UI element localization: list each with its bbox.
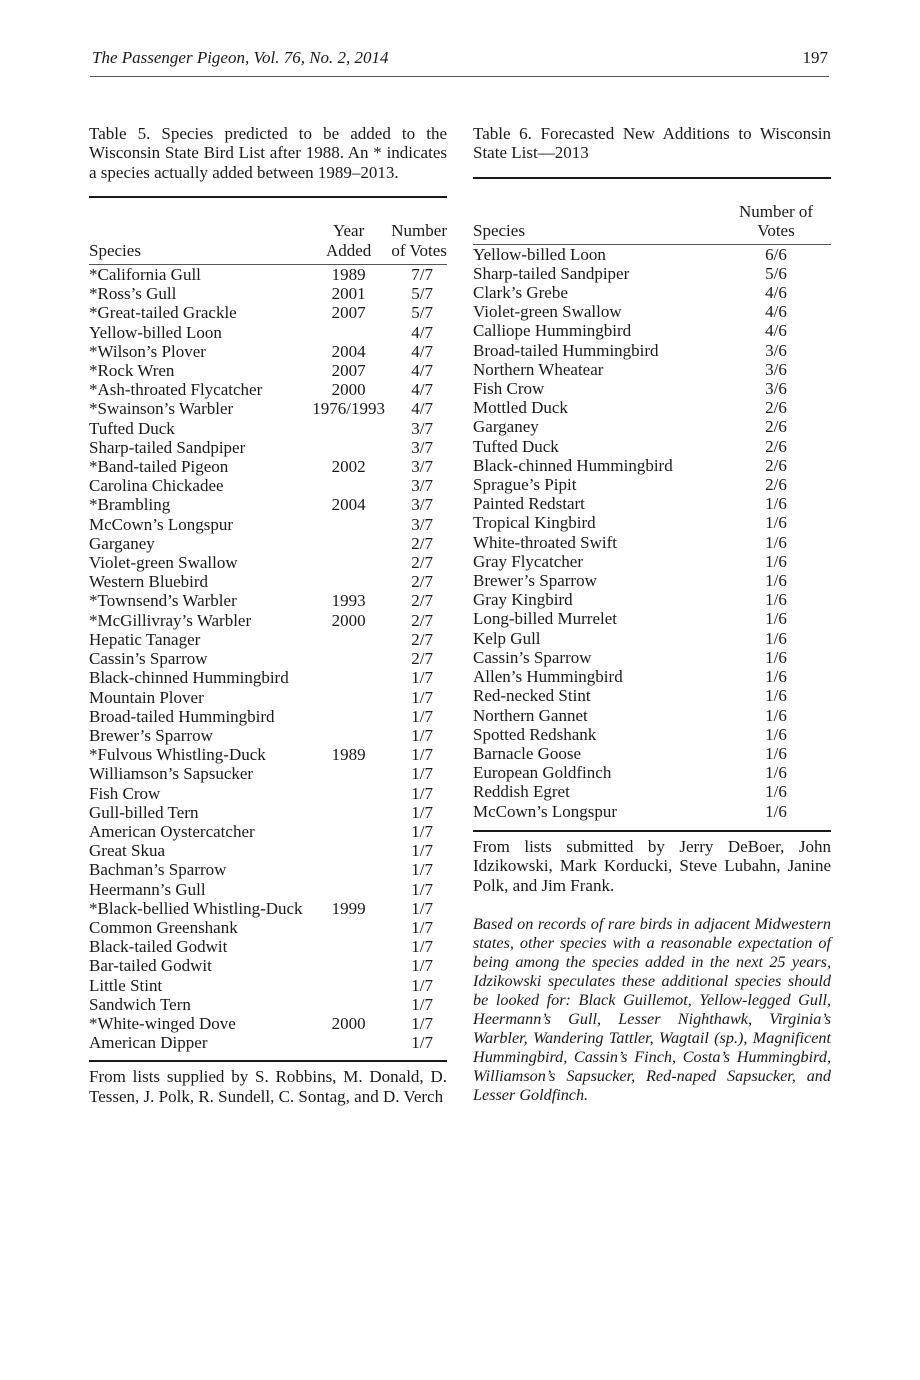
votes-cell: 4/6	[765, 321, 787, 341]
votes-cell: 1/7	[411, 783, 433, 803]
table-row	[89, 342, 447, 361]
species-cell: Heermann’s Gull	[89, 879, 206, 899]
table5-col-year-line2: Added	[325, 240, 372, 260]
table-row	[473, 744, 831, 763]
species-cell: *Great-tailed Grackle	[89, 303, 237, 323]
table-row	[473, 245, 831, 264]
votes-cell: 2/7	[411, 572, 433, 592]
table-row	[89, 707, 447, 726]
table-row	[473, 341, 831, 360]
table-row	[89, 457, 447, 476]
votes-cell: 1/7	[411, 764, 433, 784]
table-row	[89, 611, 447, 630]
votes-cell: 2/6	[765, 436, 787, 456]
table-row	[89, 438, 447, 457]
species-cell: Brewer’s Sparrow	[473, 571, 597, 591]
year-cell: 2000	[331, 380, 366, 400]
journal-header: The Passenger Pigeon, Vol. 76, No. 2, 2014	[92, 48, 389, 67]
table5-section	[89, 124, 447, 1107]
table-row	[89, 303, 447, 322]
year-cell	[310, 956, 387, 975]
species-cell: Reddish Egret	[473, 782, 570, 802]
species-cell: Mountain Plover	[89, 687, 204, 707]
votes-cell: 6/6	[765, 244, 787, 264]
species-cell: Red-necked Stint	[473, 686, 591, 706]
votes-cell: 1/7	[411, 706, 433, 726]
species-cell: Williamson’s Sapsucker	[89, 764, 254, 784]
votes-cell: 1/7	[411, 860, 433, 880]
species-cell: Broad-tailed Hummingbird	[89, 706, 275, 726]
year-cell	[310, 841, 387, 860]
table-row	[89, 995, 447, 1014]
species-cell: Garganey	[473, 417, 539, 437]
species-cell: *Wilson’s Plover	[89, 341, 206, 361]
votes-cell: 1/7	[411, 745, 433, 765]
species-cell: Clark’s Grebe	[473, 283, 568, 303]
year-cell	[310, 860, 387, 879]
votes-cell: 3/6	[765, 359, 787, 379]
year-cell: 1989	[331, 265, 366, 285]
year-cell	[310, 707, 387, 726]
table5-col-year	[310, 221, 387, 260]
table-row	[89, 803, 447, 822]
species-cell: *McGillivray’s Warbler	[89, 610, 252, 630]
votes-cell: 1/6	[765, 513, 787, 533]
table6-note: Based on records of rare birds in adjacent Midwestern states, other species with a reasonable expectation of being among the species added in the next 25 years, Idzikowski speculates these additional species should be looked for: Black Guillemot, Yellow-legged Gull, Heermann’s Gull, Lesser Nighthawk, Virginia’s Warbler, Wandering Tattler, Wagtail (sp.), Magnificent Hummingbird, Cassin’s Finch, Costa’s Hummingbird, Williamson’s Sapsucker, Red-naped Sapsucker, and Lesser Goldfinch.	[473, 914, 831, 1105]
votes-cell: 5/7	[411, 284, 433, 304]
votes-cell: 1/7	[411, 975, 433, 995]
votes-cell: 7/7	[411, 265, 433, 285]
table5-col-votes-line2: of Votes	[391, 240, 447, 260]
year-cell	[310, 764, 387, 783]
table5-body	[89, 265, 447, 1052]
table6-col-votes-line2: Votes	[757, 221, 795, 241]
species-cell: *Ash-throated Flycatcher	[89, 380, 263, 400]
table-row	[89, 784, 447, 803]
year-cell	[310, 803, 387, 822]
species-cell: Brewer’s Sparrow	[89, 725, 213, 745]
votes-cell: 1/6	[765, 667, 787, 687]
table-row	[473, 571, 831, 590]
year-cell	[310, 822, 387, 841]
page-number: 197	[802, 48, 828, 67]
table-row	[89, 899, 447, 918]
species-cell: Fish Crow	[473, 379, 545, 399]
table-row	[89, 265, 447, 284]
table6-top-rule	[473, 177, 831, 179]
table-row	[473, 283, 831, 302]
year-cell: 2001	[331, 284, 366, 304]
table-row	[89, 572, 447, 591]
species-cell: Gray Kingbird	[473, 590, 573, 610]
species-cell: Gull-billed Tern	[89, 802, 199, 822]
table-row	[89, 764, 447, 783]
votes-cell: 3/7	[411, 457, 433, 477]
species-cell: Northern Gannet	[473, 705, 588, 725]
species-cell: *Fulvous Whistling-Duck	[89, 745, 266, 765]
table-row	[473, 321, 831, 340]
year-cell: 2004	[331, 495, 366, 515]
votes-cell: 1/6	[765, 782, 787, 802]
table-row	[89, 534, 447, 553]
votes-cell: 3/7	[411, 437, 433, 457]
species-cell: McCown’s Longspur	[89, 514, 234, 534]
votes-cell: 1/6	[765, 628, 787, 648]
species-cell: *Band-tailed Pigeon	[89, 457, 229, 477]
table-row	[473, 513, 831, 532]
species-cell: Sharp-tailed Sandpiper	[89, 437, 246, 457]
table-row	[473, 763, 831, 782]
table-row	[473, 360, 831, 379]
table-row	[89, 976, 447, 995]
year-cell: 1989	[331, 745, 366, 765]
votes-cell: 1/7	[411, 687, 433, 707]
table-row	[473, 782, 831, 801]
votes-cell: 4/6	[765, 302, 787, 322]
table6-source: From lists submitted by Jerry DeBoer, John Idzikowski, Mark Korducki, Steve Lubahn, Janine Polk, and Jim Frank.	[473, 836, 831, 895]
table-row	[473, 706, 831, 725]
votes-cell: 2/6	[765, 475, 787, 495]
species-cell: American Oystercatcher	[89, 821, 255, 841]
votes-cell: 2/7	[411, 533, 433, 553]
table5-col-votes-line1: Number	[391, 221, 447, 241]
votes-cell: 4/7	[411, 380, 433, 400]
table6-caption: Table 6. Forecasted New Additions to Wisconsin State List—2013	[473, 124, 831, 163]
species-cell: Cassin’s Sparrow	[473, 647, 592, 667]
year-cell	[310, 784, 387, 803]
votes-cell: 5/7	[411, 303, 433, 323]
table-row	[89, 515, 447, 534]
table-row	[89, 361, 447, 380]
table-row	[473, 667, 831, 686]
species-cell: Garganey	[89, 533, 155, 553]
table5	[89, 221, 447, 1052]
year-cell	[310, 630, 387, 649]
species-cell: Sprague’s Pipit	[473, 475, 577, 495]
year-cell: 2000	[331, 1013, 366, 1033]
votes-cell: 1/7	[411, 956, 433, 976]
votes-cell: 1/6	[765, 532, 787, 552]
species-cell: Hepatic Tanager	[89, 629, 201, 649]
year-cell	[310, 937, 387, 956]
year-cell	[310, 880, 387, 899]
table6-header-row	[473, 202, 831, 241]
species-cell: Tropical Kingbird	[473, 513, 596, 533]
votes-cell: 4/6	[765, 283, 787, 303]
votes-cell: 1/7	[411, 937, 433, 957]
votes-cell: 1/6	[765, 571, 787, 591]
votes-cell: 2/7	[411, 591, 433, 611]
table-row	[89, 688, 447, 707]
year-cell	[310, 726, 387, 745]
table-row	[89, 630, 447, 649]
table5-col-species: Species	[89, 240, 141, 260]
table-row	[473, 417, 831, 436]
votes-cell: 4/7	[411, 361, 433, 381]
table-row	[89, 284, 447, 303]
year-cell	[310, 918, 387, 937]
year-cell: 1993	[331, 591, 366, 611]
table-row	[473, 648, 831, 667]
species-cell: Black-tailed Godwit	[89, 937, 228, 957]
votes-cell: 2/6	[765, 398, 787, 418]
table-row	[89, 668, 447, 687]
year-cell	[310, 688, 387, 707]
species-cell: *California Gull	[89, 265, 201, 285]
table-row	[89, 841, 447, 860]
table-row	[89, 726, 447, 745]
species-cell: *Townsend’s Warbler	[89, 591, 237, 611]
year-cell	[310, 668, 387, 687]
species-cell: Yellow-billed Loon	[89, 322, 222, 342]
votes-cell: 2/7	[411, 610, 433, 630]
species-cell: Broad-tailed Hummingbird	[473, 340, 659, 360]
table-row	[89, 399, 447, 418]
table-row	[89, 419, 447, 438]
table-row	[89, 937, 447, 956]
votes-cell: 1/6	[765, 590, 787, 610]
votes-cell: 2/7	[411, 629, 433, 649]
species-cell: *Black-bellied Whistling-Duck	[89, 898, 303, 918]
species-cell: Mottled Duck	[473, 398, 568, 418]
year-cell: 1999	[331, 898, 366, 918]
year-cell	[310, 976, 387, 995]
species-cell: *Brambling	[89, 495, 171, 515]
table-row	[473, 302, 831, 321]
year-cell: 2007	[331, 303, 366, 323]
species-cell: Painted Redstart	[473, 494, 585, 514]
species-cell: Violet-green Swallow	[473, 302, 622, 322]
votes-cell: 1/6	[765, 551, 787, 571]
species-cell: *Rock Wren	[89, 361, 175, 381]
table5-top-rule	[89, 196, 447, 198]
votes-cell: 1/7	[411, 725, 433, 745]
votes-cell: 1/7	[411, 821, 433, 841]
species-cell: Great Skua	[89, 841, 166, 861]
table-row	[89, 553, 447, 572]
species-cell: Bar-tailed Godwit	[89, 956, 212, 976]
species-cell: Long-billed Murrelet	[473, 609, 617, 629]
table-row	[89, 380, 447, 399]
table-row	[473, 629, 831, 648]
species-cell: Calliope Hummingbird	[473, 321, 632, 341]
species-cell: White-throated Swift	[473, 532, 617, 552]
table6-bottom-rule	[473, 830, 831, 832]
table-row	[473, 533, 831, 552]
votes-cell: 2/7	[411, 553, 433, 573]
table-row	[473, 398, 831, 417]
votes-cell: 3/7	[411, 495, 433, 515]
year-cell	[310, 995, 387, 1014]
species-cell: Carolina Chickadee	[89, 476, 224, 496]
species-cell: Bachman’s Sparrow	[89, 860, 227, 880]
votes-cell: 1/7	[411, 1033, 433, 1053]
species-cell: *White-winged Dove	[89, 1013, 236, 1033]
votes-cell: 1/6	[765, 609, 787, 629]
species-cell: Gray Flycatcher	[473, 551, 583, 571]
votes-cell: 1/7	[411, 841, 433, 861]
species-cell: American Dipper	[89, 1033, 208, 1053]
year-cell	[310, 515, 387, 534]
year-cell	[310, 572, 387, 591]
species-cell: *Swainson’s Warbler	[89, 399, 234, 419]
table-row	[89, 822, 447, 841]
votes-cell: 3/7	[411, 476, 433, 496]
votes-cell: 1/6	[765, 686, 787, 706]
table5-header-row	[89, 221, 447, 260]
table-row	[473, 609, 831, 628]
votes-cell: 1/7	[411, 802, 433, 822]
votes-cell: 1/7	[411, 898, 433, 918]
year-cell	[310, 1033, 387, 1052]
table-row	[89, 956, 447, 975]
votes-cell: 2/6	[765, 455, 787, 475]
votes-cell: 1/7	[411, 668, 433, 688]
table6-section	[473, 124, 831, 1105]
year-cell	[310, 534, 387, 553]
species-cell: *Ross’s Gull	[89, 284, 177, 304]
species-cell: Black-chinned Hummingbird	[473, 455, 673, 475]
table-row	[89, 918, 447, 937]
votes-cell: 2/6	[765, 417, 787, 437]
year-cell	[310, 649, 387, 668]
votes-cell: 1/7	[411, 879, 433, 899]
header-divider	[90, 76, 829, 77]
species-cell: Common Greenshank	[89, 917, 238, 937]
votes-cell: 4/7	[411, 341, 433, 361]
table-row	[89, 860, 447, 879]
votes-cell: 1/6	[765, 763, 787, 783]
species-cell: Allen’s Hummingbird	[473, 667, 623, 687]
table6-col-votes-line1: Number of	[738, 201, 814, 221]
votes-cell: 3/6	[765, 379, 787, 399]
table-row	[89, 591, 447, 610]
species-cell: Tufted Duck	[89, 418, 175, 438]
table-row	[473, 494, 831, 513]
table-row	[473, 437, 831, 456]
table-row	[473, 686, 831, 705]
table-row	[89, 476, 447, 495]
species-cell: Barnacle Goose	[473, 743, 582, 763]
table-row	[89, 649, 447, 668]
votes-cell: 2/7	[411, 649, 433, 669]
table-row	[89, 1033, 447, 1052]
votes-cell: 1/6	[765, 801, 787, 821]
table5-bottom-rule	[89, 1060, 447, 1062]
species-cell: Spotted Redshank	[473, 724, 597, 744]
species-cell: Black-chinned Hummingbird	[89, 668, 289, 688]
votes-cell: 5/6	[765, 263, 787, 283]
table-row	[473, 264, 831, 283]
votes-cell: 4/7	[411, 322, 433, 342]
table-row	[89, 1014, 447, 1033]
votes-cell: 3/7	[411, 418, 433, 438]
table5-col-year-line1: Year	[332, 221, 365, 241]
year-cell: 2000	[331, 610, 366, 630]
species-cell: Kelp Gull	[473, 628, 541, 648]
species-cell: McCown’s Longspur	[473, 801, 618, 821]
year-cell	[310, 438, 387, 457]
table6-col-votes	[721, 202, 831, 241]
table-row	[89, 745, 447, 764]
year-cell: 2007	[331, 361, 366, 381]
year-cell	[310, 553, 387, 572]
votes-cell: 1/7	[411, 917, 433, 937]
table5-col-votes	[387, 221, 447, 260]
votes-cell: 1/6	[765, 743, 787, 763]
year-cell	[310, 323, 387, 342]
species-cell: Tufted Duck	[473, 436, 559, 456]
table-row	[89, 323, 447, 342]
table6-col-species: Species	[473, 221, 525, 241]
species-cell: Sharp-tailed Sandpiper	[473, 263, 630, 283]
votes-cell: 1/7	[411, 994, 433, 1014]
votes-cell: 1/6	[765, 494, 787, 514]
votes-cell: 1/6	[765, 647, 787, 667]
table-row	[473, 725, 831, 744]
table-row	[473, 456, 831, 475]
table-row	[473, 552, 831, 571]
species-cell: Western Bluebird	[89, 572, 209, 592]
table-row	[473, 379, 831, 398]
year-cell: 2002	[331, 457, 366, 477]
table-row	[473, 590, 831, 609]
table-row	[89, 880, 447, 899]
table-row	[89, 495, 447, 514]
species-cell: Fish Crow	[89, 783, 161, 803]
votes-cell: 1/7	[411, 1013, 433, 1033]
votes-cell: 1/6	[765, 705, 787, 725]
species-cell: Yellow-billed Loon	[473, 244, 606, 264]
table5-source: From lists supplied by S. Robbins, M. Donald, D. Tessen, J. Polk, R. Sundell, C. Sontag, and D. Verch	[89, 1067, 447, 1106]
year-cell: 1976/1993	[312, 399, 385, 419]
species-cell: Cassin’s Sparrow	[89, 649, 208, 669]
table-row	[473, 475, 831, 494]
votes-cell: 3/6	[765, 340, 787, 360]
table5-caption: Table 5. Species predicted to be added to the Wisconsin State Bird List after 1988. An * indicates a species actually added between 1989–2013.	[89, 124, 447, 182]
table6-body	[473, 245, 831, 821]
table6	[473, 202, 831, 821]
table-row	[473, 802, 831, 821]
votes-cell: 1/6	[765, 724, 787, 744]
year-cell	[310, 419, 387, 438]
species-cell: European Goldfinch	[473, 763, 612, 783]
votes-cell: 4/7	[411, 399, 433, 419]
year-cell	[310, 476, 387, 495]
species-cell: Little Stint	[89, 975, 163, 995]
species-cell: Sandwich Tern	[89, 994, 191, 1014]
species-cell: Violet-green Swallow	[89, 553, 238, 573]
votes-cell: 3/7	[411, 514, 433, 534]
year-cell: 2004	[331, 341, 366, 361]
species-cell: Northern Wheatear	[473, 359, 604, 379]
